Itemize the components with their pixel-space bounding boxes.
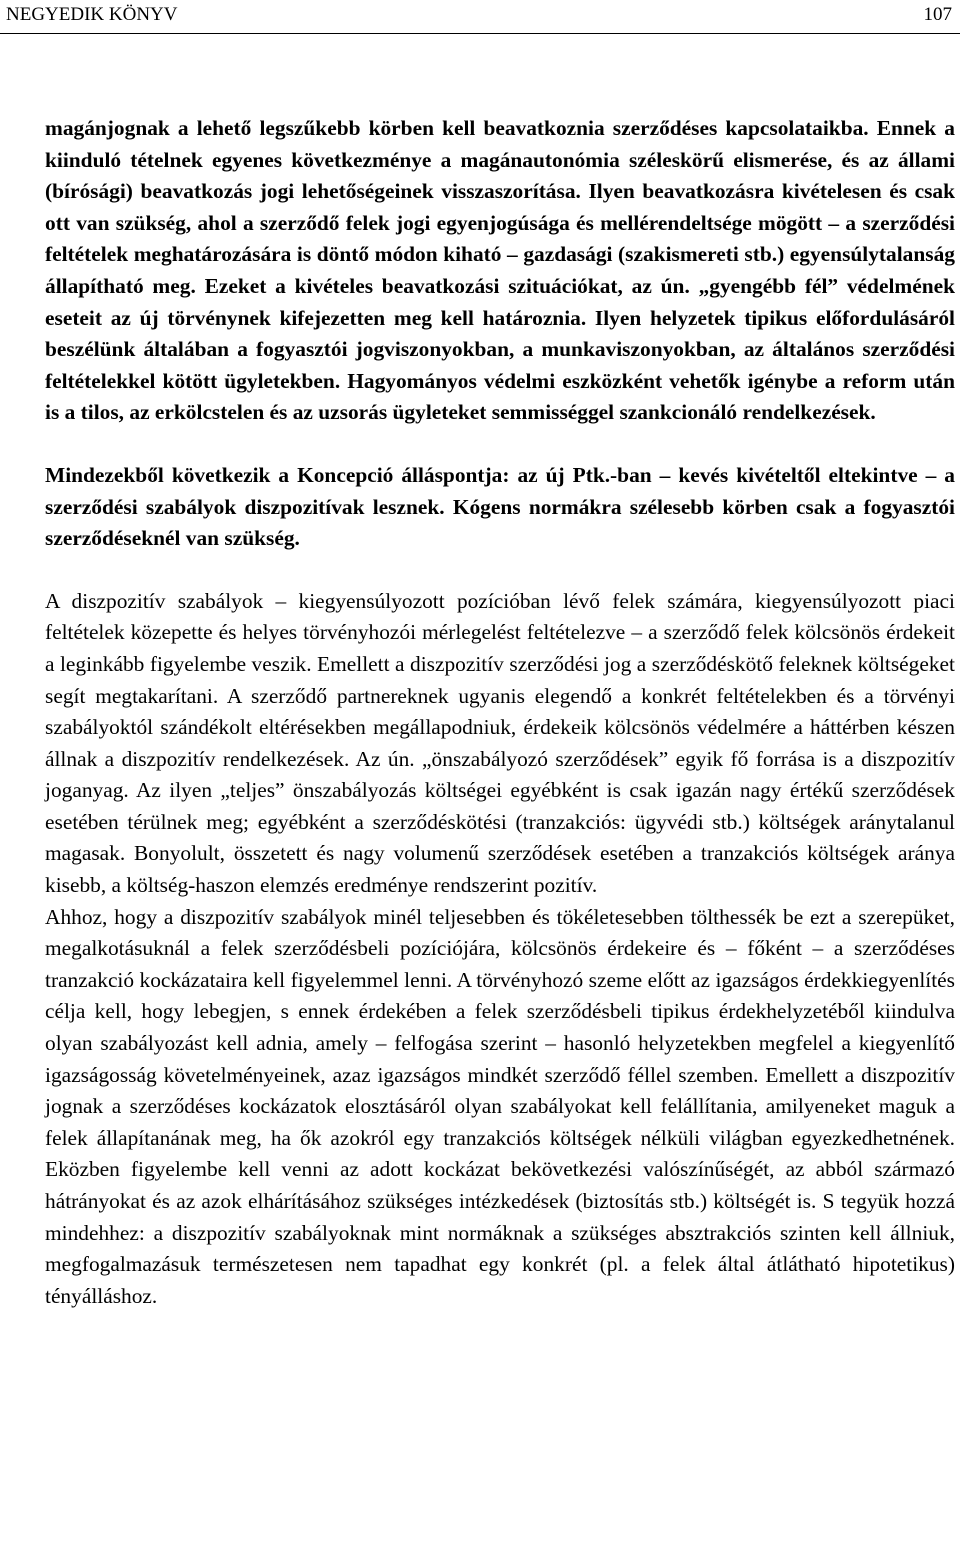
paragraph-concept-position: Mindezekből következik a Koncepció álláspontja: az új Ptk.-ban – kevés kivételtől eltekintve – a szerződési szabályok diszpozitívak lesznek. Kógens normákra szélesebb körben csak a fogyasztói szerződéseknél van szükség. <box>45 462 955 551</box>
page-number: 107 <box>923 4 952 25</box>
paragraph-principle: magánjognak a lehető legszűkebb körben kell beavatkoznia szerződéses kapcsolataikba. Ennek a kiinduló tételnek egyenes következménye a magánautonómia széleskörű elismerése, és az állami (bírósági) beavatkozás jogi lehetőségeinek visszaszorítása. Ilyen beavatkozásra kivételesen és csak ott van szükség, ahol a szerződő felek jogi egyenjogúsága és mellérendeltsége mögött – a szerződési feltételek meghatározására is döntő módon kiható – gazdasági (szakismereti stb.) egyensúlytalanság állapítható meg. Ezeket a kivételes beavatkozási szituációkat, az ún. „gyengébb fél” védelmének eseteit az új törvénynek kifejezetten meg kell határoznia. Ilyen helyzetek tipikus előfordulásáról beszélünk általában a fogyasztói jogviszonyokban, a munkaviszonyokban, az általános szerződési feltételekkel kötött ügyletekben. Hagyományos védelmi eszközként vehetők igénybe a reform után is a tilos, az erkölcstelen és az uzsorás ügyleteket semmisséggel szankcionáló rendelkezések. <box>45 116 955 425</box>
paragraph-legislator-goals: Ahhoz, hogy a diszpozitív szabályok minél teljesebben és tökéletesebben tölthessék be ezt a szerepüket, megalkotásuknál a felek szerződésbeli pozíciójára, kölcsönös érdekeire és – főként – a szerződéses tranzakció kockázataira kell figyelemmel lenni. A törvényhozó szeme előtt az igazságos érdekkiegyenlítés célja kell, hogy lebegjen, s ennek érdekében a felek szerződésbeli tipikus érdekhelyzetéből kiindulva olyan szabályozást kell adnia, amely – felfogása szerint – hasonló helyzetekben megfelel a kiegyenlítő igazságosság követelményeinek, azaz igazságos mindkét szerződő féllel szemben. Emellett a diszpozitív jognak a szerződéses kockázatok elosztásáról olyan szabályokat kell felállítania, amilyeneket maguk a felek állapítanának meg, ha ők azokról egy tranzakciós költségek nélküli világban egyezkedhetnének. Eközben figyelembe kell venni az adott kockázat bekövetkezési valószínűségét, az abból származó hátrányokat és az azok elhárításához szükséges intézkedések (biztosítás stb.) költségét is. S tegyük hozzá mindehhez: a diszpozitív szabályoknak mint normáknak a szükséges absztrakciós szinten kell állniuk, megfogalmazásuk természetesen nem tapadhat egy konkrét (pl. a felek által átlátható hipotetikus) tényálláshoz. <box>45 904 955 1308</box>
running-header <box>0 0 960 34</box>
body-text <box>45 113 955 1312</box>
book-title: NEGYEDIK KÖNYV <box>6 4 178 25</box>
paragraph-dispositive-rules: A diszpozitív szabályok – kiegyensúlyozott pozícióban lévő felek számára, kiegyensúlyozott piaci feltételek közepette és helyes törvényhozói mérlegelést feltételezve – a szerződő felek kölcsönös érdekeit a leginkább figyelembe veszik. Emellett a diszpozitív szerződési jog a szerződéskötő feleknek költségeket segít megtakarítani. A szerződő partnereknek ugyanis elegendő a konkrét feltételekben és a törvényi szabályoktól szándékolt eltérésekben megállapodniuk, érdekeik kölcsönös védelmére a háttérben készen állnak a diszpozitív rendelkezések. Az ún. „önszabályozó szerződések” egyik fő forrása is a diszpozitív joganyag. Az ilyen „teljes” önszabályozás költségei egyébként is csak igazán nagy értékű szerződések esetében térülnek meg; egyébként a szerződéskötési (tranzakciós: ügyvédi stb.) költségek aránytalanul magasak. Bonyolult, összetett és nagy volumenű szerződések esetében a tranzakciós költségek aránya kisebb, a költség-haszon elemzés eredménye rendszerint pozitív. <box>45 588 955 898</box>
